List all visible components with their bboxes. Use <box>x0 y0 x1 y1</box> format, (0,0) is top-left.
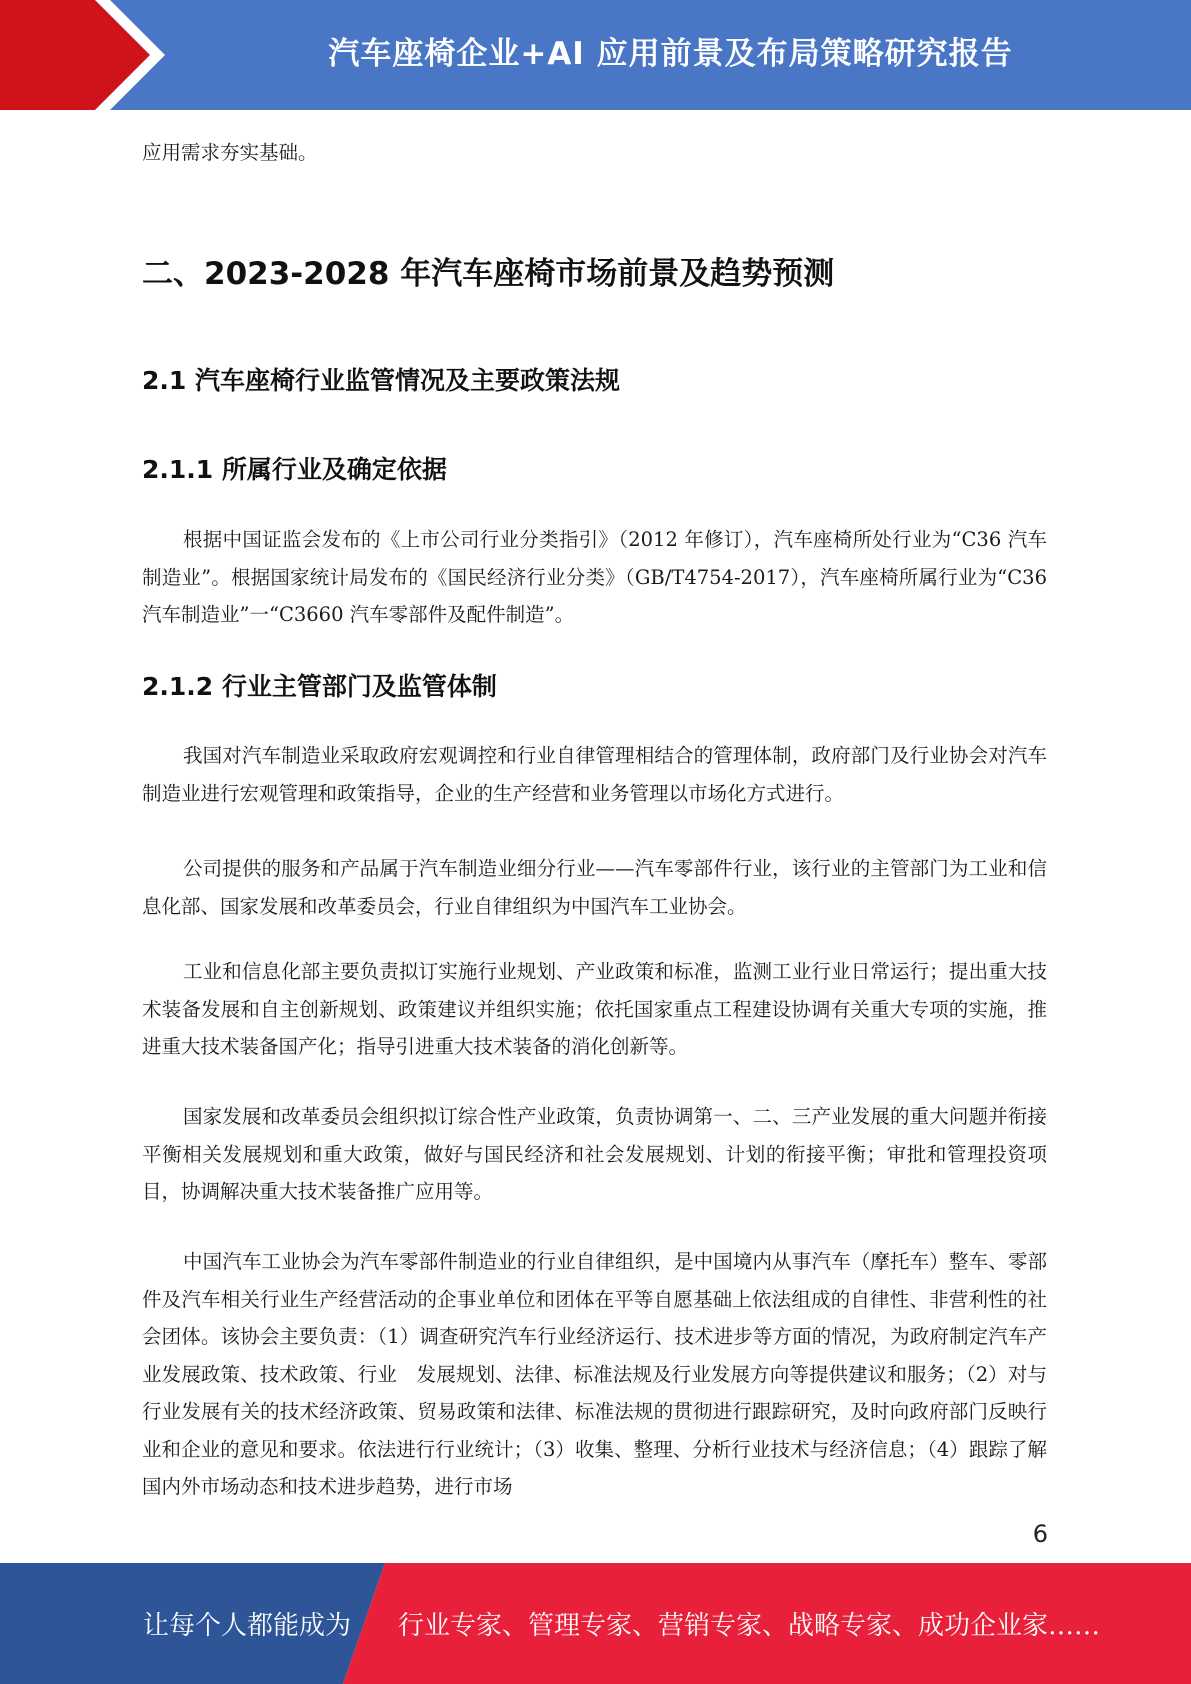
page-header <box>0 0 1191 110</box>
subsection-heading-2-1-1: 2.1.1 所属行业及确定依据 <box>142 455 447 484</box>
subsection-heading-2-1: 2.1 汽车座椅行业监管情况及主要政策法规 <box>142 366 620 395</box>
paragraph-regulators: 公司提供的服务和产品属于汽车制造业细分行业——汽车零部件行业，该行业的主管部门为工业和信息化部、国家发展和改革委员会，行业自律组织为中国汽车工业协会。 <box>142 857 1047 918</box>
paragraph-miit: 工业和信息化部主要负责拟订实施行业规划、产业政策和标准，监测工业行业日常运行；提出重大技术装备发展和自主创新规划、政策建议并组织实施；依托国家重点工程建设协调有关重大专项的实施，推进重大技术装备国产化；指导引进重大技术装备的消化创新等。 <box>142 960 1047 1058</box>
footer-slogan-right: 行业专家、管理专家、营销专家、战略专家、成功企业家…… <box>398 1611 1101 1641</box>
section-title: 二、2023-2028 年汽车座椅市场前景及趋势预测 <box>142 256 835 292</box>
page-number: 6 <box>1032 1520 1048 1548</box>
lead-text: 应用需求夯实基础。 <box>142 141 318 164</box>
paragraph-management-system: 我国对汽车制造业采取政府宏观调控和行业自律管理相结合的管理体制，政府部门及行业协会对汽车制造业进行宏观管理和政策指导，企业的生产经营和业务管理以市场化方式进行。 <box>142 744 1047 805</box>
page-footer <box>0 1563 1191 1684</box>
footer-slogan-left: 让每个人都能成为 <box>143 1611 352 1641</box>
report-title: 汽车座椅企业+AI 应用前景及布局策略研究报告 <box>328 35 1013 72</box>
paragraph-ndrc: 国家发展和改革委员会组织拟订综合性产业政策，负责协调第一、二、三产业发展的重大问题并衔接平衡相关发展规划和重大政策，做好与国民经济和社会发展规划、计划的衔接平衡；审批和管理投资项目，协调解决重大技术装备推广应用等。 <box>142 1105 1047 1203</box>
paragraph-industry-classification: 根据中国证监会发布的《上市公司行业分类指引》（2012 年修订），汽车座椅所处行业为“C36 汽车制造业”。根据国家统计局发布的《国民经济行业分类》（GB/T4754-2017），汽车座椅所属行业为“C36 汽车制造业”一“C3660 汽车零部件及配件制造”。 <box>142 528 1047 626</box>
paragraph-caam: 中国汽车工业协会为汽车零部件制造业的行业自律组织，是中国境内从事汽车（摩托车）整车、零部件及汽车相关行业生产经营活动的企事业单位和团体在平等自愿基础上依法组成的自律性、非营利性的社会团体。该协会主要负责：（1）调查研究汽车行业经济运行、技术进步等方面的情况，为政府制定汽车产业发展政策、技术政策、行业 发展规划、法律、标准法规及行业发展方向等提供建议和服务；（2）对与行业发展有关的技术经济政策、贸易政策和法律、标准法规的贯彻进行跟踪研究，及时向政府部门反映行业和企业的意见和要求。依法进行行业统计；（3）收集、整理、分析行业技术与经济信息；（4）跟踪了解国内外市场动态和技术进步趋势，进行市场 <box>142 1250 1047 1498</box>
subsection-heading-2-1-2: 2.1.2 行业主管部门及监管体制 <box>142 672 497 701</box>
